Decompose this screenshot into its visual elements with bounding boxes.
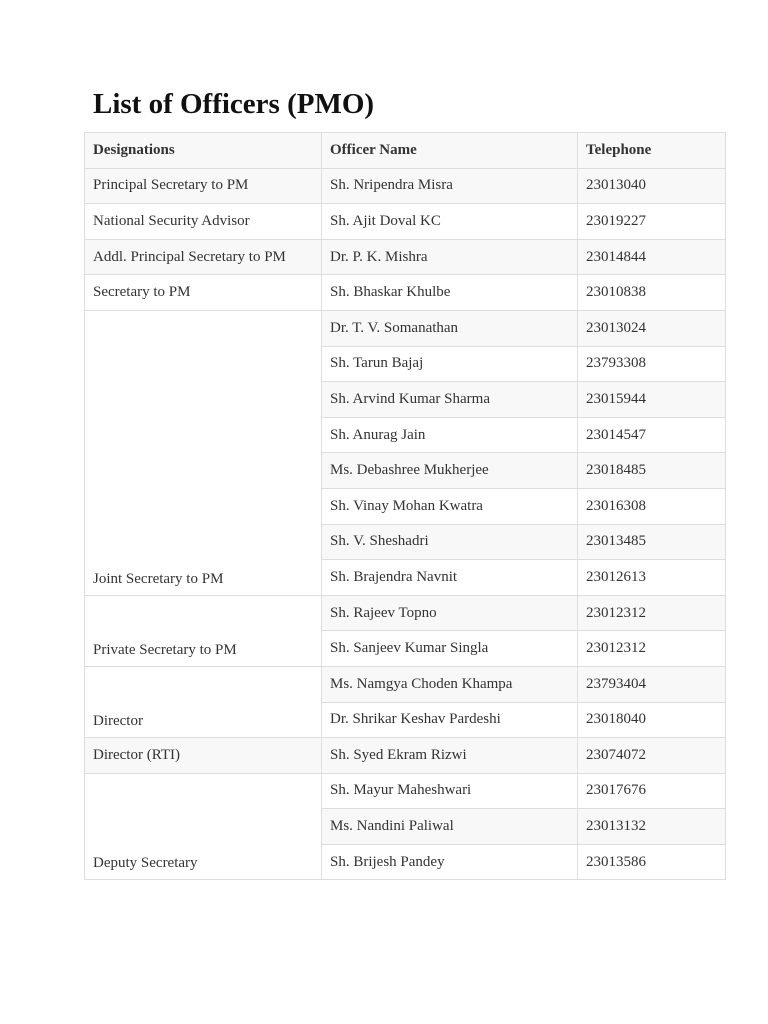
designation-cell: Joint Secretary to PM (85, 310, 322, 595)
column-header-officer-name: Officer Name (322, 133, 578, 169)
telephone-cell: 23013024 (578, 310, 726, 346)
designation-cell: National Security Advisor (85, 204, 322, 240)
officer-name-cell: Sh. Rajeev Topno (322, 595, 578, 631)
officer-name-cell: Sh. Brajendra Navnit (322, 560, 578, 596)
officer-name-cell: Sh. Nripendra Misra (322, 168, 578, 204)
designation-cell: Secretary to PM (85, 275, 322, 311)
officer-name-cell: Sh. Anurag Jain (322, 417, 578, 453)
table-row (85, 204, 726, 240)
officer-name-cell: Sh. Syed Ekram Rizwi (322, 738, 578, 774)
telephone-cell: 23017676 (578, 773, 726, 809)
designation-cell: Addl. Principal Secretary to PM (85, 239, 322, 275)
designation-cell: Director (85, 666, 322, 737)
officers-table (84, 132, 726, 880)
table-body (85, 168, 726, 880)
telephone-cell: 23013132 (578, 809, 726, 845)
telephone-cell: 23013040 (578, 168, 726, 204)
column-header-designations: Designations (85, 133, 322, 169)
telephone-cell: 23074072 (578, 738, 726, 774)
telephone-cell: 23016308 (578, 488, 726, 524)
telephone-cell: 23014547 (578, 417, 726, 453)
telephone-cell: 23013485 (578, 524, 726, 560)
officer-name-cell: Ms. Debashree Mukherjee (322, 453, 578, 489)
telephone-cell: 23015944 (578, 382, 726, 418)
table-row (85, 666, 726, 702)
telephone-cell: 23014844 (578, 239, 726, 275)
officer-name-cell: Sh. Mayur Maheshwari (322, 773, 578, 809)
officer-name-cell: Ms. Nandini Paliwal (322, 809, 578, 845)
telephone-cell: 23012312 (578, 631, 726, 667)
table-row (85, 310, 726, 346)
officer-name-cell: Sh. Vinay Mohan Kwatra (322, 488, 578, 524)
table-row (85, 773, 726, 809)
telephone-cell: 23793404 (578, 666, 726, 702)
telephone-cell: 23019227 (578, 204, 726, 240)
telephone-cell: 23018040 (578, 702, 726, 738)
telephone-cell: 23010838 (578, 275, 726, 311)
designation-cell: Private Secretary to PM (85, 595, 322, 666)
officer-name-cell: Sh. Ajit Doval KC (322, 204, 578, 240)
telephone-cell: 23018485 (578, 453, 726, 489)
page-title: List of Officers (PMO) (93, 88, 375, 120)
telephone-cell: 23012613 (578, 560, 726, 596)
officer-name-cell: Sh. Arvind Kumar Sharma (322, 382, 578, 418)
telephone-cell: 23793308 (578, 346, 726, 382)
officer-name-cell: Sh. Bhaskar Khulbe (322, 275, 578, 311)
officer-name-cell: Sh. Tarun Bajaj (322, 346, 578, 382)
officer-name-cell: Dr. T. V. Somanathan (322, 310, 578, 346)
designation-cell: Director (RTI) (85, 738, 322, 774)
table-row (85, 275, 726, 311)
designation-cell: Principal Secretary to PM (85, 168, 322, 204)
telephone-cell: 23013586 (578, 844, 726, 880)
officer-name-cell: Sh. Sanjeev Kumar Singla (322, 631, 578, 667)
officer-name-cell: Dr. P. K. Mishra (322, 239, 578, 275)
table-row (85, 168, 726, 204)
officer-name-cell: Sh. V. Sheshadri (322, 524, 578, 560)
officer-name-cell: Sh. Brijesh Pandey (322, 844, 578, 880)
designation-cell: Deputy Secretary (85, 773, 322, 880)
officer-name-cell: Ms. Namgya Choden Khampa (322, 666, 578, 702)
column-header-telephone: Telephone (578, 133, 726, 169)
table-header-row (85, 133, 726, 169)
table-row (85, 239, 726, 275)
table-row (85, 738, 726, 774)
officer-name-cell: Dr. Shrikar Keshav Pardeshi (322, 702, 578, 738)
telephone-cell: 23012312 (578, 595, 726, 631)
table-row (85, 595, 726, 631)
